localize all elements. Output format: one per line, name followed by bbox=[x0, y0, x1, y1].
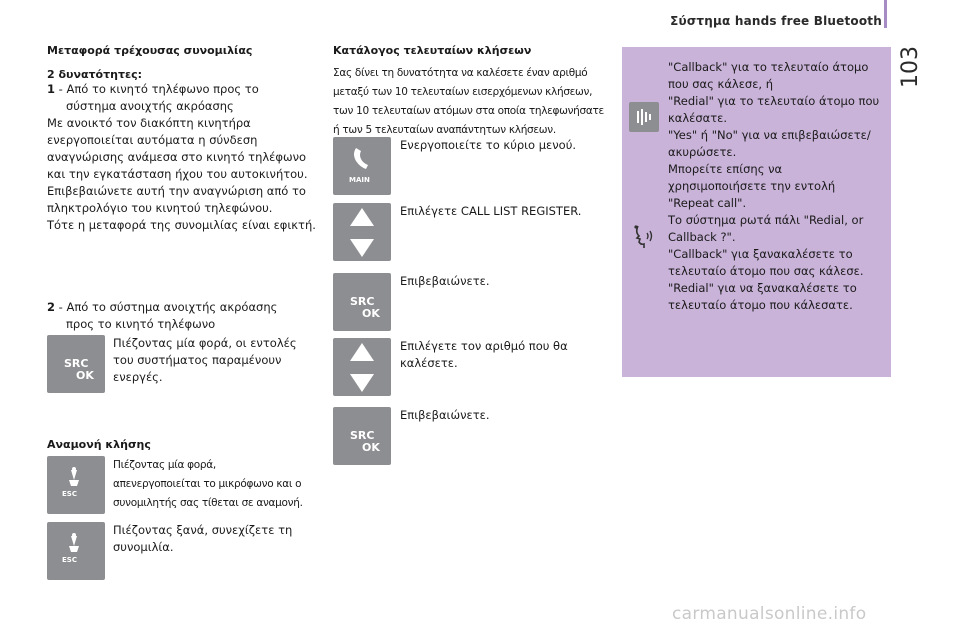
text-line: Πιέζοντας μία φορά, bbox=[113, 459, 216, 471]
arrow-up-icon bbox=[350, 208, 374, 226]
text-line: και την εγκατάσταση ήχου του αυτοκινήτου. bbox=[47, 167, 308, 181]
text-line: "Yes" ή "No" για να επιβεβαιώσετε/ bbox=[668, 128, 871, 142]
text-line: συνομιλία. bbox=[113, 540, 174, 554]
text-line: Σας δίνει τη δυνατότητα να καλέσετε έναν αριθμό bbox=[333, 67, 588, 79]
text-line: Με ανοικτό τον διακόπτη κινητήρα bbox=[47, 116, 251, 130]
text-line: ενεργές. bbox=[113, 370, 163, 384]
text-line: αναγνώρισης ανάμεσα στο κινητό τηλέφωνο bbox=[47, 150, 307, 164]
src-ok-button bbox=[333, 273, 391, 331]
voice-commands-text bbox=[668, 59, 888, 314]
page-header-title: Σύστημα hands free Bluetooth bbox=[670, 14, 882, 28]
esc-button bbox=[47, 522, 105, 580]
text-line: των 10 τελευταίων ατόμων στα οποία τηλεφωνήσατε bbox=[333, 105, 604, 117]
src-label: SRC bbox=[350, 295, 375, 308]
mute-microphone-icon bbox=[69, 533, 79, 552]
arrow-up-icon bbox=[350, 343, 374, 361]
text-line: συνομιλητής σας τίθεται σε αναμονή. bbox=[113, 497, 303, 509]
text-line: "Repeat call". bbox=[668, 196, 747, 210]
text-line: "Redial" για το τελευταίο άτομο που bbox=[668, 94, 880, 108]
call-list-intro bbox=[333, 64, 604, 140]
text-line: Callback ?". bbox=[668, 230, 736, 244]
text-line: μεταξύ των 10 τελευταίων εισερχόμενων κλήσεων, bbox=[333, 86, 593, 98]
header-accent-bar bbox=[884, 0, 887, 28]
option2-heading: - Από το σύστημα ανοιχτής ακρόασης bbox=[58, 300, 278, 314]
transfer-section-title: Μεταφορά τρέχουσας συνομιλίας bbox=[47, 44, 253, 57]
option1-number: 1 bbox=[47, 82, 56, 96]
ok-label: OK bbox=[362, 441, 380, 454]
text-line: Πιέζοντας ξανά, συνεχίζετε τη bbox=[113, 523, 293, 537]
step1-text: Ενεργοποιείτε το κύριο μενού. bbox=[400, 138, 577, 152]
text-line: που σας κάλεσε, ή bbox=[668, 77, 774, 91]
text-line: "Callback" για το τελευταίο άτομο bbox=[668, 60, 869, 74]
call-list-title: Κατάλογος τελευταίων κλήσεων bbox=[333, 44, 532, 57]
src-ok-button bbox=[333, 407, 391, 465]
step5-text: Επιβεβαιώνετε. bbox=[400, 408, 490, 422]
option2-line1 bbox=[47, 299, 277, 316]
option2-body bbox=[113, 335, 297, 386]
text-line: του συστήματος παραμένουν bbox=[113, 353, 282, 367]
text-line: ακυρώσετε. bbox=[668, 145, 737, 159]
text-line: τελευταίο άτομο που κάλεσατε. bbox=[668, 298, 853, 312]
text-line: καλέσετε. bbox=[400, 356, 458, 370]
text-line: Το σύστημα ρωτά πάλι "Redial, or bbox=[668, 213, 864, 227]
option1-body bbox=[47, 115, 316, 234]
text-line: Μπορείτε επίσης να bbox=[668, 162, 783, 176]
text-line: Επιβεβαιώνετε αυτή την αναγνώριση από το bbox=[47, 184, 306, 198]
step2-text: Επιλέγετε CALL LIST REGISTER. bbox=[400, 204, 582, 218]
src-label: SRC bbox=[64, 357, 89, 370]
text-line: "Redial" για να ξανακαλέσετε το bbox=[668, 281, 857, 295]
text-line: ενεργοποιείται αυτόματα η σύνδεση bbox=[47, 133, 258, 147]
ok-label: OK bbox=[76, 369, 94, 382]
speaking-head-icon bbox=[630, 222, 660, 252]
step3-text: Επιβεβαιώνετε. bbox=[400, 274, 490, 288]
option2-number: 2 bbox=[47, 300, 56, 314]
voice-command-button bbox=[629, 102, 659, 132]
watermark: carmanualsonline.info bbox=[672, 604, 867, 624]
text-line: πληκτρολόγιο του κινητού τηλεφώνου. bbox=[47, 201, 273, 215]
src-label: SRC bbox=[350, 429, 375, 442]
option1-heading-cont: σύστημα ανοιχτής ακρόασης bbox=[66, 99, 234, 113]
phone-handset-icon bbox=[354, 148, 368, 169]
mute-microphone-icon bbox=[69, 467, 79, 486]
text-line: ή των 5 τελευταίων αναπάντητων κλήσεων. bbox=[333, 124, 556, 136]
text-line: καλέσατε. bbox=[668, 111, 728, 125]
text-line: χρησιμοποιήσετε την εντολή bbox=[668, 179, 836, 193]
main-label: MAIN bbox=[349, 176, 370, 184]
text-line: τελευταίο άτομο που σας κάλεσε. bbox=[668, 264, 864, 278]
step4-text bbox=[400, 338, 568, 372]
text-line: Πιέζοντας μία φορά, οι εντολές bbox=[113, 336, 297, 350]
up-down-arrows-button bbox=[333, 338, 391, 396]
esc-button bbox=[47, 456, 105, 514]
arrow-down-icon bbox=[350, 374, 374, 392]
page-number: 103 bbox=[898, 46, 923, 88]
esc-label: ESC bbox=[62, 490, 77, 498]
option1-line1 bbox=[47, 81, 259, 98]
option2-heading-cont: προς το κινητό τηλέφωνο bbox=[66, 317, 216, 331]
main-button bbox=[333, 137, 391, 195]
options-title: 2 δυνατότητες: bbox=[47, 68, 143, 81]
voice-command-icon bbox=[637, 109, 651, 125]
hold-section-title: Αναμονή κλήσης bbox=[47, 438, 151, 451]
src-ok-button bbox=[47, 335, 105, 393]
text-line: Τότε η μεταφορά της συνομιλίας είναι εφικτή. bbox=[47, 218, 316, 232]
hold1-text bbox=[113, 456, 303, 513]
text-line: απενεργοποιείται το μικρόφωνο και ο bbox=[113, 478, 302, 490]
option1-heading: - Από το κινητό τηλέφωνο προς το bbox=[58, 82, 259, 96]
arrow-down-icon bbox=[350, 239, 374, 257]
ok-label: OK bbox=[362, 307, 380, 320]
text-line: "Callback" για ξανακαλέσετε το bbox=[668, 247, 853, 261]
hold2-text bbox=[113, 522, 292, 556]
esc-label: ESC bbox=[62, 556, 77, 564]
up-down-arrows-button bbox=[333, 203, 391, 261]
text-line: Επιλέγετε τον αριθμό που θα bbox=[400, 339, 568, 353]
